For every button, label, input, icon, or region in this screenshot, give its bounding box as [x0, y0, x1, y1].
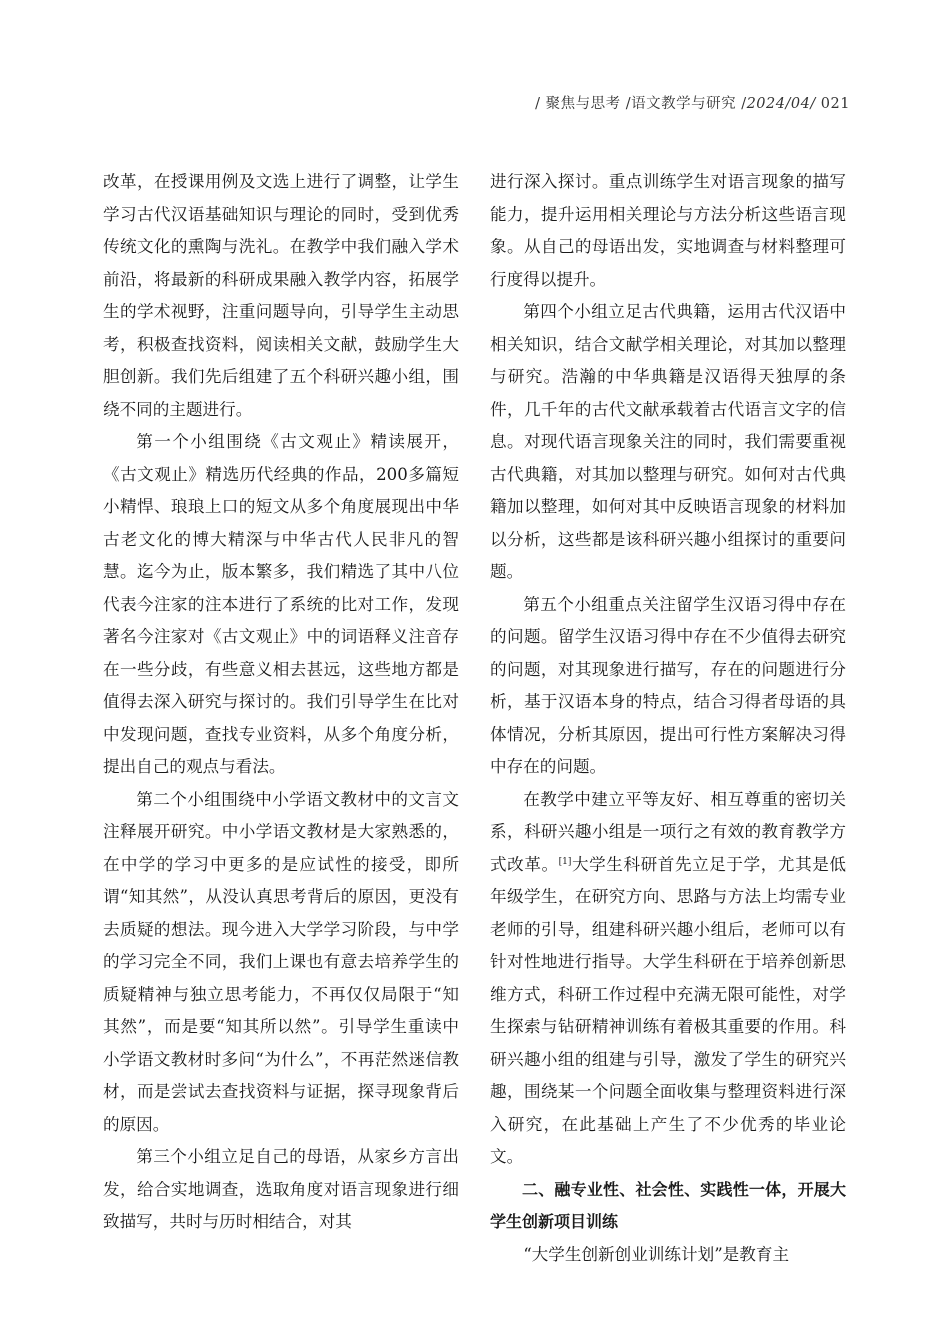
right-paragraph-5: “大学生创新创业训练计划”是教育主 — [523, 1244, 790, 1264]
left-paragraph-4: 第三个小组立足自己的母语，从家乡方言出发，给合实地调查，选取角度对语言现象进行细致描写，共时与历时相结合，对其 — [103, 1147, 459, 1231]
right-paragraph-2: 第四个小组立足古代典籍，运用古代汉语中相关知识，结合文献学相关理论，对其加以整理与研究。浩瀚的中华典籍是汉语得天独厚的条件，几千年的古代文献承载着古代语言文字的信息。对现代语言现象关注的同时，我们需要重视古代典籍，对其加以整理与研究。如何对古代典籍加以整理，如何对其中反映语言现象的材料加以分析，这些都是该科研兴趣小组探讨的重要问题。 — [490, 302, 846, 581]
left-paragraph-2: 第一个小组围绕《古文观止》精读展开，《古文观止》精选历代经典的作品，200多篇短小精悍、琅琅上口的短文从多个角度展现出中华古老文化的博大精深与中华古代人民非凡的智慧。迄今为止，版本繁多，我们精选了其中八位代表今注家的注本进行了系统的比对工作，发现著名今注家对《古文观止》中的词语释义注音存在一些分歧，有些意义相去甚远，这些地方都是值得去深入研究与探讨的。我们引导学生在比对中发现问题，查找专业资料，从多个角度分析，提出自己的观点与看法。 — [103, 432, 459, 776]
left-column — [103, 166, 459, 1239]
right-paragraph-3: 第五个小组重点关注留学生汉语习得中存在的问题。留学生汉语习得中存在不少值得去研究的问题，对其现象进行描写，存在的问题进行分析，基于汉语本身的特点，结合习得者母语的具体情况，分析其原因，提出可行性方案解决习得中存在的问题。 — [490, 594, 846, 776]
paragraph-4-text-a: 在教学中建立平等友好、相互尊重的密切关系，科研兴趣小组是一项行之有效的教育教学方式改革。 — [490, 789, 846, 874]
citation-ref[interactable]: [1] — [558, 856, 572, 867]
section-heading: 二、融专业性、社会性、实践性一体，开展大学生创新项目训练 — [490, 1179, 846, 1231]
right-paragraph-1: 进行深入探讨。重点训练学生对语言现象的描写能力，提升运用相关理论与方法分析这些语言现象。从自己的母语出发，实地调查与材料整理可行度得以提升。 — [490, 172, 846, 289]
header-section: / 聚焦与思考 /语文教学与研究 / — [535, 96, 747, 112]
left-paragraph-3: 第二个小组围绕中小学语文教材中的文言文注释展开研究。中小学语文教材是大家熟悉的，在中学的学习中更多的是应试性的接受，即所谓“知其然”，从没认真思考背后的原因，更没有去质疑的想法。现今进入大学学习阶段，与中学的学习完全不同，我们上课也有意去培养学生的质疑精神与独立思考能力，不再仅仅局限于“知其然”，而是要“知其所以然”。引导学生重读中小学语文教材时多问“为什么”，不再茫然迷信教材，而是尝试去查找资料与证据，探寻现象背后的原因。 — [103, 789, 459, 1134]
paragraph-4-text-b: 大学生科研首先立足于学，尤其是低年级学生，在研究方向、思路与方法上均需专业老师的引导，组建科研兴趣小组后，老师可以有针对性地进行指导。大学生科研在于培养创新思维方式，科研工作过程中充满无限可能性，对学生探索与钻研精神训练有着极其重要的作用。科研兴趣小组的组建与引导，激发了学生的研究兴趣，围绕某一个问题全面收集与整理资料进行深入研究，在此基础上产生了不少优秀的毕业论文。 — [490, 854, 847, 1166]
right-paragraph-4 — [490, 784, 846, 1174]
header-date: 2024/04/ — [746, 96, 816, 112]
right-column — [490, 166, 846, 1271]
running-header — [535, 92, 850, 113]
left-paragraph-1: 改革，在授课用例及文选上进行了调整，让学生学习古代汉语基础知识与理论的同时，受到优秀传统文化的熏陶与洗礼。在教学中我们融入学术前沿，将最新的科研成果融入教学内容，拓展学生的学术视野，注重问题导向，引导学生主动思考，积极查找资料，阅读相关文献，鼓励学生大胆创新。我们先后组建了五个科研兴趣小组，围绕不同的主题进行。 — [103, 172, 459, 419]
page-number: 021 — [815, 96, 850, 112]
